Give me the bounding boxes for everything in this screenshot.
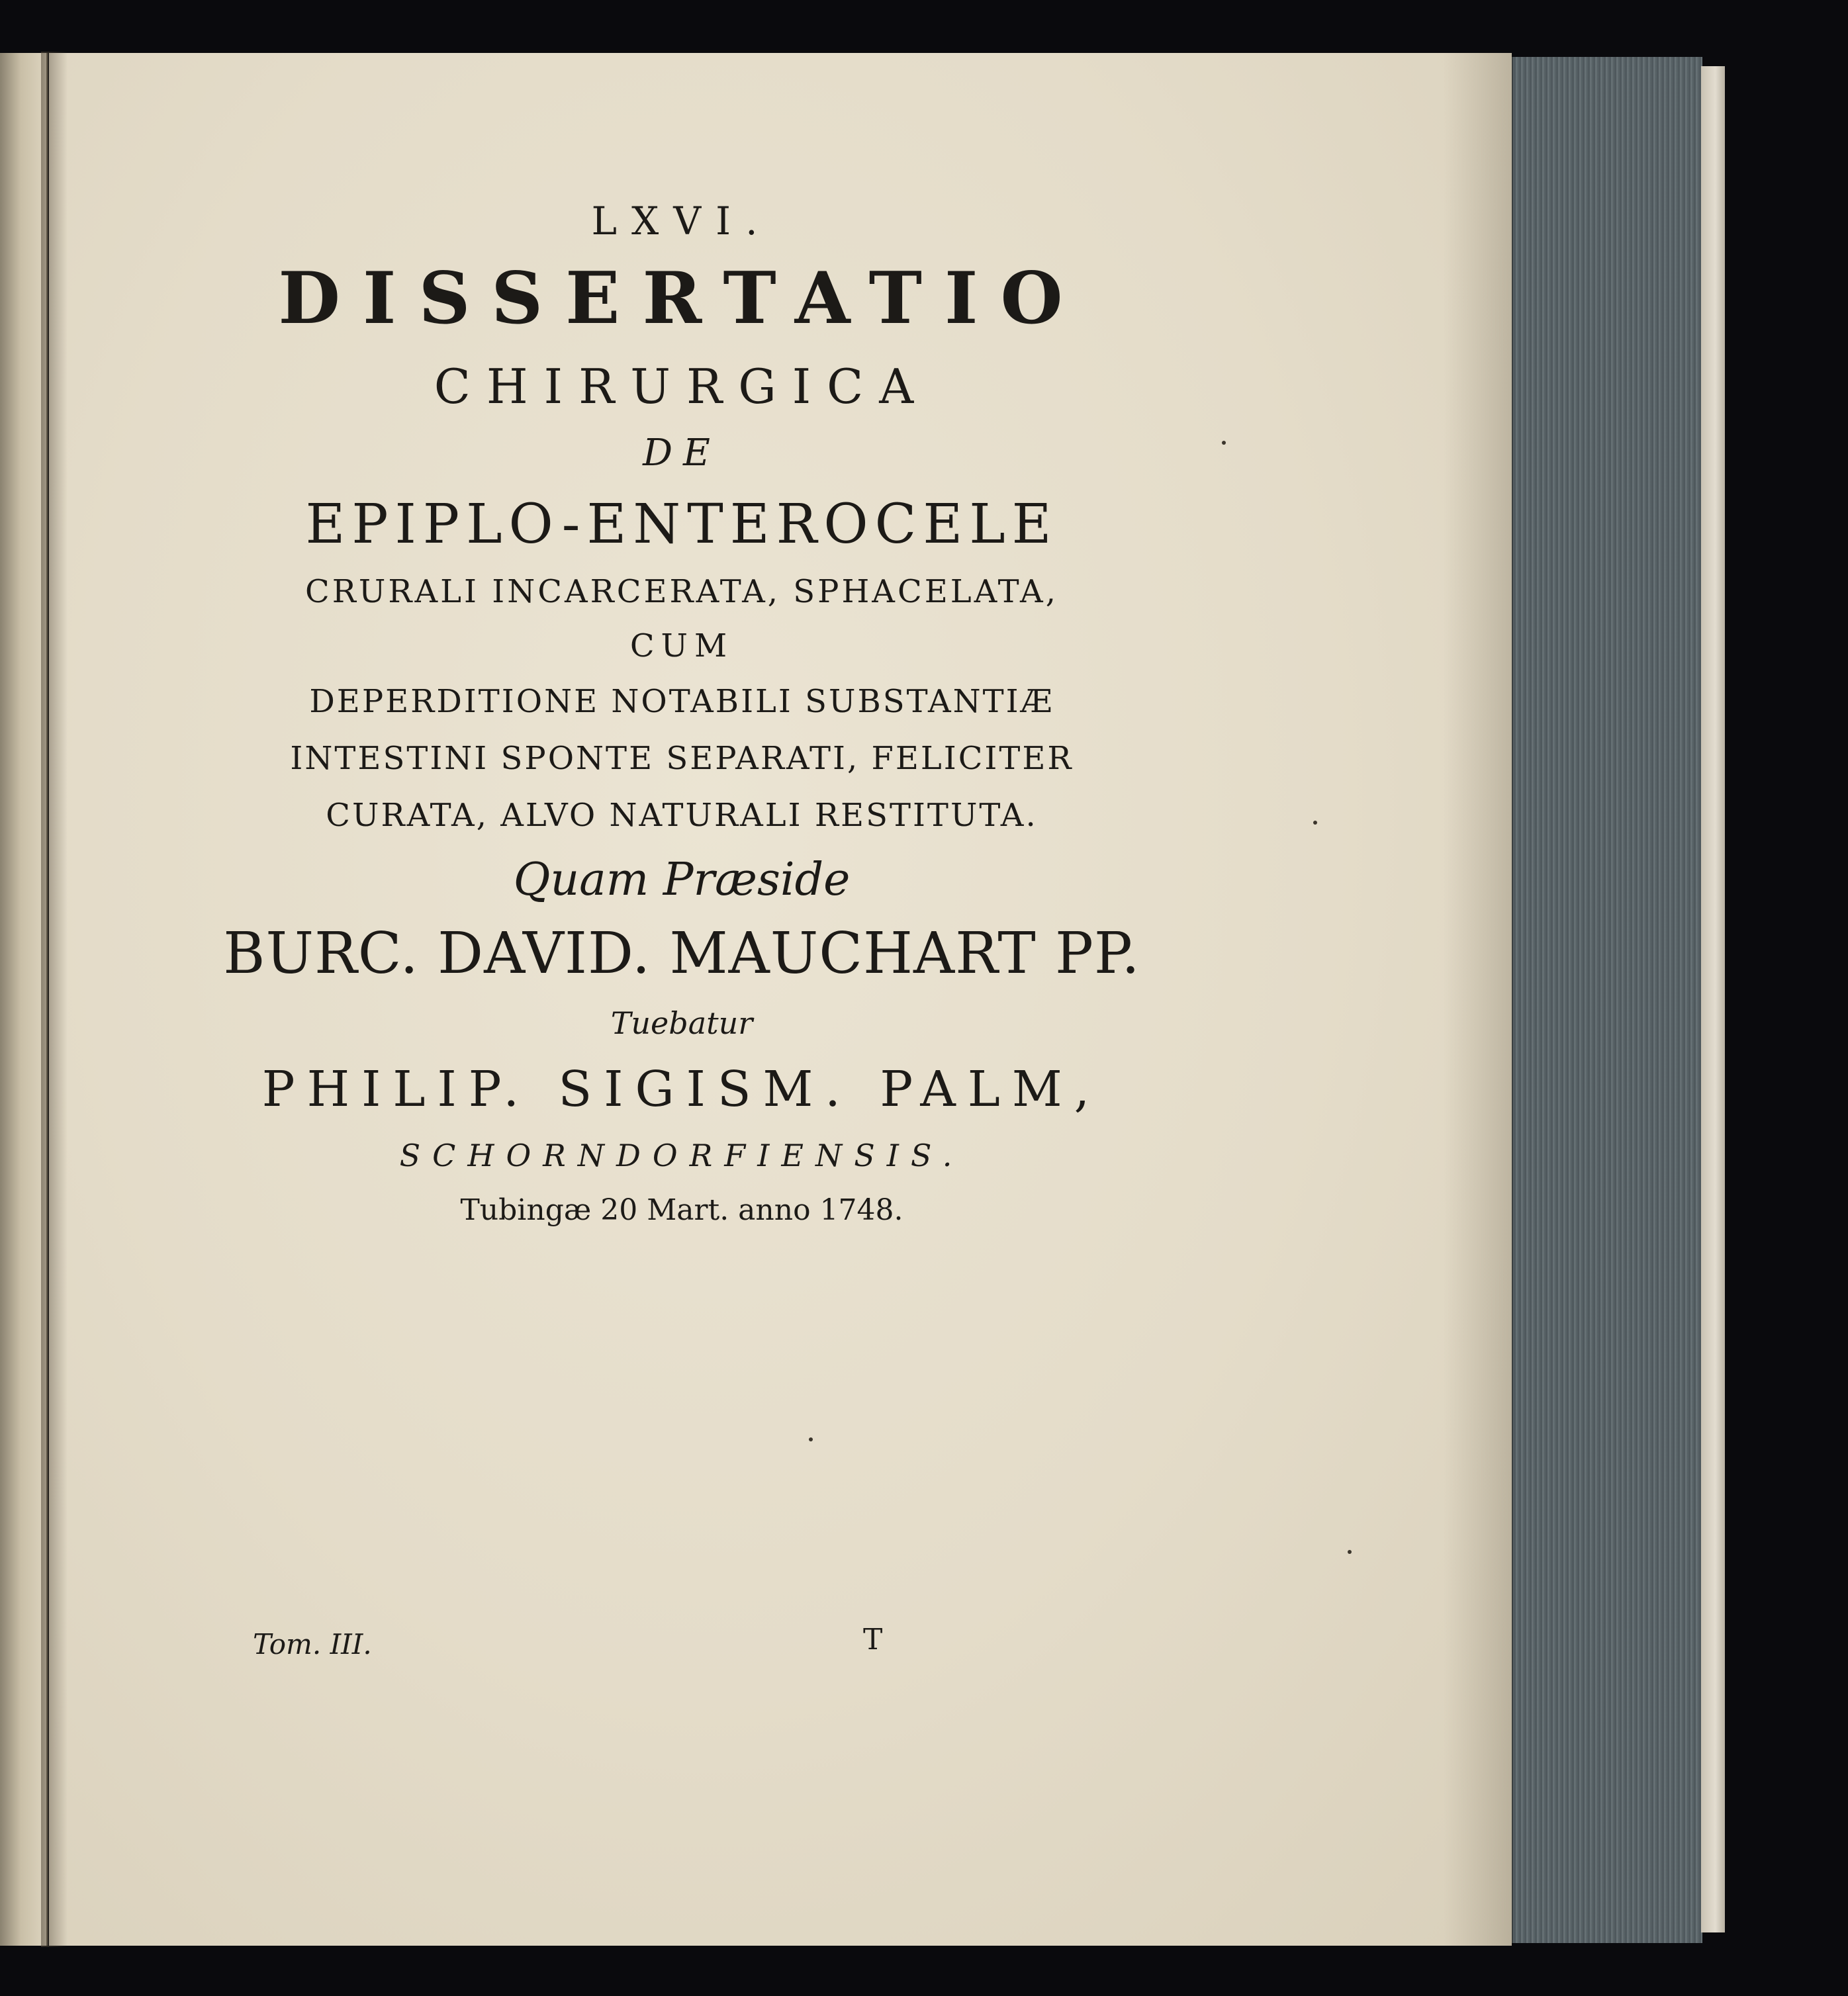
respondent-origin: SCHORNDORFIENSIS.: [399, 1138, 964, 1173]
ink-speck: [1313, 821, 1317, 825]
date-line: Tubingæ 20 Mart. anno 1748.: [460, 1193, 903, 1227]
description-line: CUM: [629, 627, 734, 664]
ink-speck: [1348, 1550, 1352, 1554]
page-title: DISSERTATIO: [278, 257, 1086, 340]
dissertation-number: LXVI.: [591, 199, 772, 244]
title-page-text: [165, 199, 1198, 1227]
description-line: CRURALI INCARCERATA, SPHACELATA,: [305, 573, 1058, 610]
volume-footer: Tom. III.: [253, 1628, 372, 1660]
description-line: DEPERDITIONE NOTABILI SUBSTANTIÆ: [309, 683, 1054, 720]
book-fore-edge: [1512, 57, 1702, 1943]
description-line: INTESTINI SPONTE SEPARATI, FELICITER: [290, 740, 1074, 777]
praeses-name: BURC. DAVID. MAUCHART PP.: [223, 921, 1140, 987]
preposition-de: DE: [643, 431, 721, 475]
signature-mark: T: [863, 1623, 883, 1656]
tuebatur-label: Tuebatur: [610, 1005, 753, 1041]
ink-speck: [809, 1437, 813, 1441]
book-cover-edge: [1701, 66, 1725, 1932]
book-gutter: [41, 52, 68, 1947]
page-shadow: [1443, 53, 1512, 1946]
subject-title: EPIPLO-ENTEROCELE: [305, 493, 1058, 556]
respondent-name: PHILIP. SIGISM. PALM,: [261, 1061, 1102, 1118]
ink-speck: [1222, 441, 1226, 445]
description-line: CURATA, ALVO NATURALI RESTITUTA.: [326, 797, 1038, 834]
praeside-label: Quam Præside: [513, 854, 851, 906]
page-subtitle: CHIRURGICA: [434, 359, 930, 414]
